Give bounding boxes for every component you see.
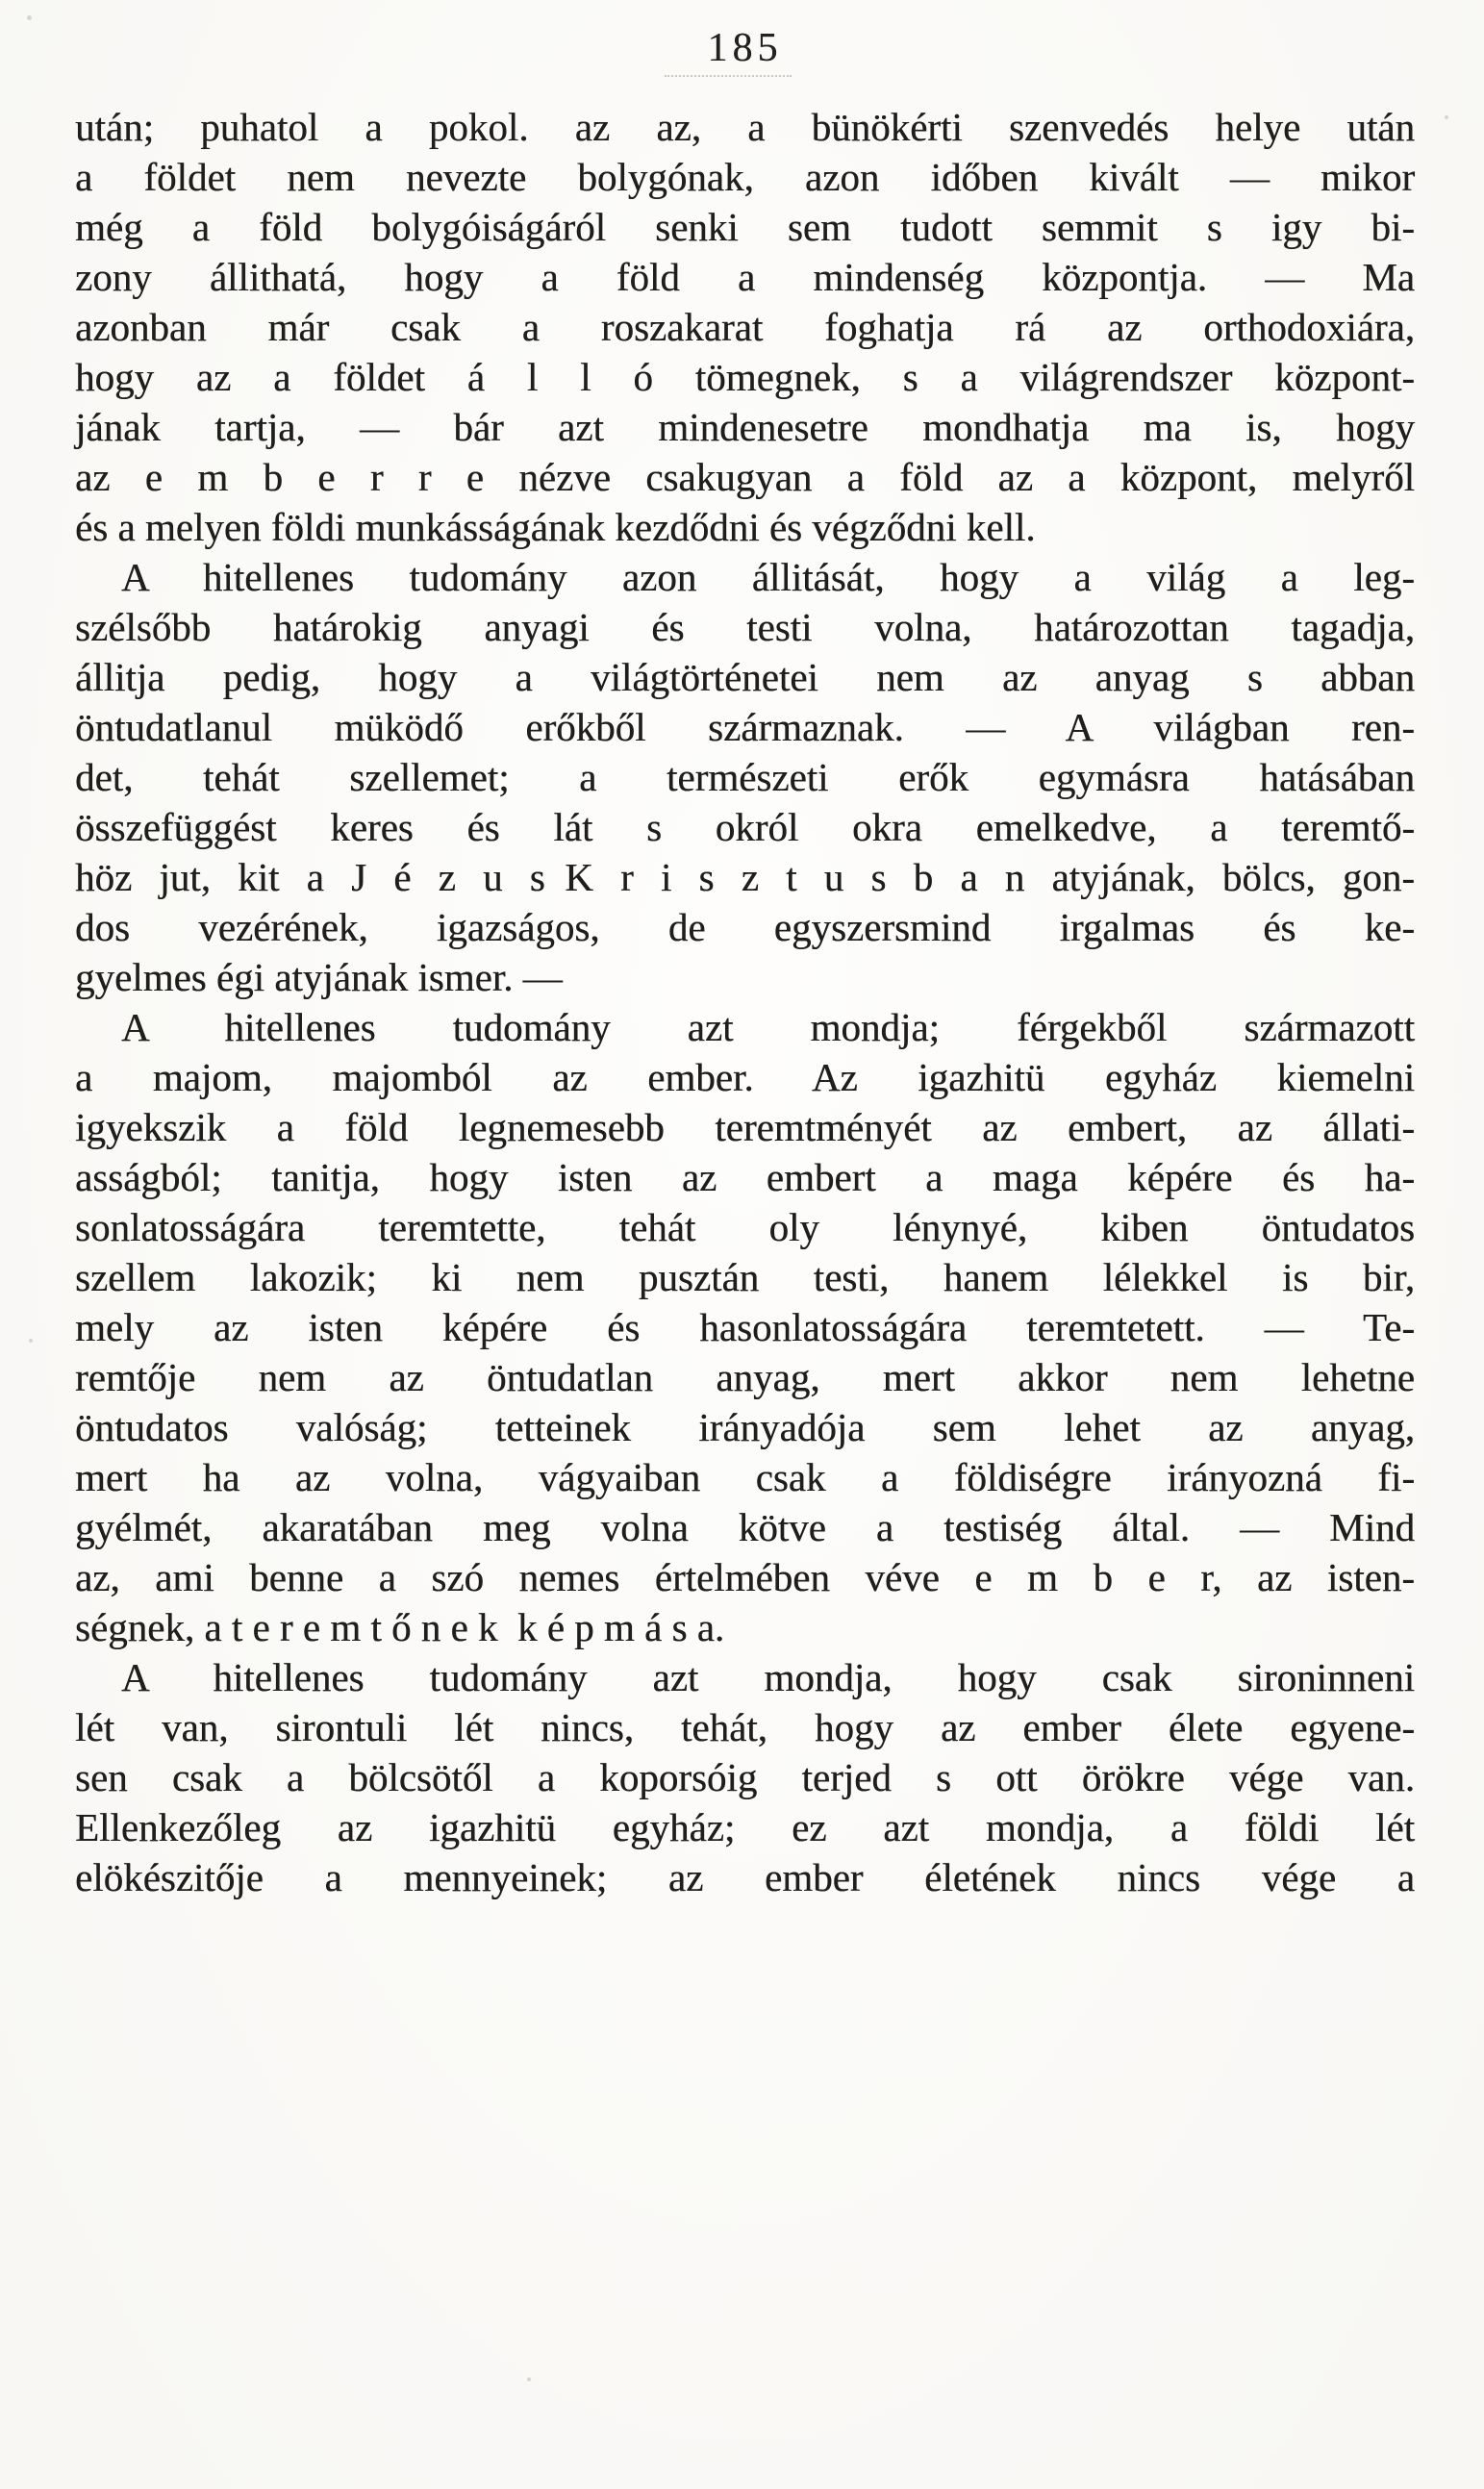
text-line: lét van, sirontuli lét nincs, tehát, hogy az ember élete egyene-: [75, 1705, 1415, 1749]
text-line: A hitellenes tudomány azon állitását, hogy a világ a leg-: [121, 555, 1415, 599]
text-line: asságból; tanitja, hogy isten az embert a maga képére és ha-: [75, 1155, 1415, 1199]
text-line: gyélmét, akaratában meg volna kötve a testiség által. — Mind: [75, 1505, 1415, 1549]
text-line: höz jut, kit a J é z u s K r i s z t u s b a n atyjának, bölcs, gon-: [75, 855, 1415, 899]
text-line: öntudatos valóság; tetteinek irányadója sem lehet az anyag,: [75, 1405, 1415, 1449]
text-line: a földet nem nevezte bolygónak, azon időben kivált — mikor: [75, 155, 1415, 199]
text-line: dos vezérének, igazságos, de egyszersmind irgalmas és ke-: [75, 905, 1415, 949]
text-line: hogy az a földet á l l ó tömegnek, s a világrendszer központ-: [75, 355, 1415, 399]
text-line: Ellenkezőleg az igazhitü egyház; ez azt mondja, a földi lét: [75, 1805, 1415, 1849]
page-number: 185: [707, 26, 783, 70]
text-line: után; puhatol a pokol. az az, a bünökérti szenvedés helye után: [75, 105, 1415, 149]
text-line: elökészitője a mennyeinek; az ember életének nincs vége a: [75, 1855, 1415, 1899]
text-line: ségnek, a t e r e m t ő n e k k é p m á s a.: [75, 1605, 725, 1649]
page-number-underline: [665, 71, 792, 77]
scan-speck: [29, 1339, 33, 1343]
text-line: A hitellenes tudomány azt mondja; férgekből származott: [121, 1005, 1415, 1049]
text-line: és a melyen földi munkásságának kezdődni és végződni kell.: [75, 505, 1036, 549]
text-line: gyelmes égi atyjának ismer. —: [75, 955, 563, 999]
text-line: az e m b e r r e nézve csakugyan a föld az a központ, melyről: [75, 455, 1415, 499]
text-line: sen csak a bölcsötől a koporsóig terjed s ott örökre vége van.: [75, 1755, 1415, 1799]
text-line: szellem lakozik; ki nem pusztán testi, hanem lélekkel is bir,: [75, 1255, 1415, 1299]
text-line: öntudatlanul müködő erőkből származnak. — A világban ren-: [75, 705, 1415, 749]
text-line: az, ami benne a szó nemes értelmében véve e m b e r, az isten-: [75, 1555, 1415, 1599]
scan-speck: [527, 2377, 531, 2381]
text-line: jának tartja, — bár azt mindenesetre mondhatja ma is, hogy: [75, 405, 1415, 449]
text-line: zony állithatá, hogy a föld a mindenség központja. — Ma: [75, 255, 1415, 299]
text-line: A hitellenes tudomány azt mondja, hogy csak sironinneni: [121, 1655, 1415, 1699]
text-line: igyekszik a föld legnemesebb teremtményét az embert, az állati-: [75, 1105, 1415, 1149]
text-line: remtője nem az öntudatlan anyag, mert akkor nem lehetne: [75, 1355, 1415, 1399]
text-line: még a föld bolygóiságáról senki sem tudott semmit s igy bi-: [75, 205, 1415, 249]
text-line: összefüggést keres és lát s okról okra emelkedve, a teremtő-: [75, 805, 1415, 849]
text-line: szélsőbb határokig anyagi és testi volna, határozottan tagadja,: [75, 605, 1415, 649]
text-line: azonban már csak a roszakarat foghatja rá az orthodoxiára,: [75, 305, 1415, 349]
scan-speck: [27, 15, 32, 20]
text-line: mely az isten képére és hasonlatosságára teremtetett. — Te-: [75, 1305, 1415, 1349]
scan-speck: [1445, 115, 1448, 119]
text-line: állitja pedig, hogy a világtörténetei nem az anyag s abban: [75, 655, 1415, 699]
text-line: a majom, majomból az ember. Az igazhitü egyház kiemelni: [75, 1055, 1415, 1099]
text-line: mert ha az volna, vágyaiban csak a földiségre irányozná fi-: [75, 1455, 1415, 1499]
text-line: det, tehát szellemet; a természeti erők egymásra hatásában: [75, 755, 1415, 799]
text-line: sonlatosságára teremtette, tehát oly lénynyé, kiben öntudatos: [75, 1205, 1415, 1249]
text-block: [75, 102, 1415, 1902]
